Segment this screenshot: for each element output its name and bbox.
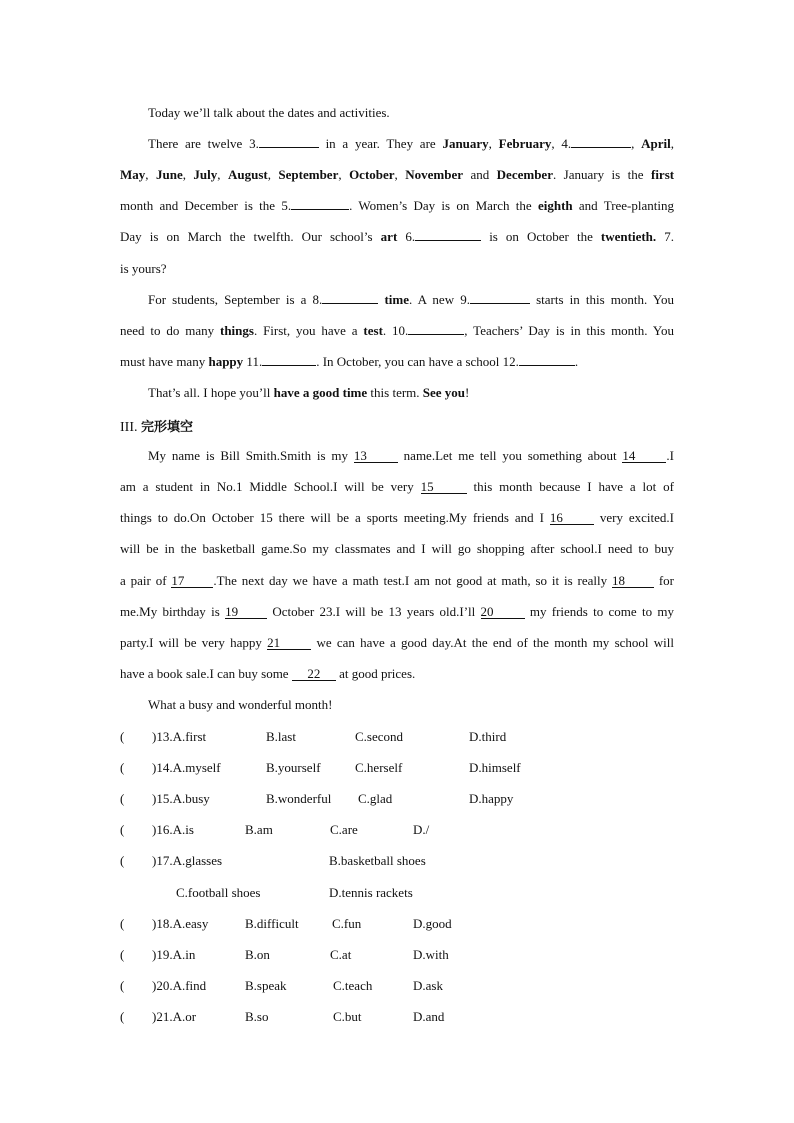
passage2-line7: party.I will be very happy 21 we can have a good day.At the end of the month my school will [120,635,674,650]
passage2-line6: me.My birthday is 19 October 23.I will be 13 years old.I’ll 20 my friends to come to my [120,604,674,619]
blank-20[interactable]: 20 [481,605,525,619]
option-d[interactable]: D.tennis rackets [329,885,413,900]
option-d[interactable]: D.third [469,729,507,744]
answer-paren[interactable]: ( [120,729,125,744]
answer-paren[interactable]: ( [120,760,125,775]
option-c[interactable]: C.second [355,729,404,744]
question-17: ( )17.A.glasses B.basketball shoes [120,853,426,868]
question-21: ( )21.A.or B.so C.but D.and [120,1009,445,1024]
blank-15[interactable]: 15 [421,480,467,494]
option-d[interactable]: D./ [413,822,430,837]
blank-14[interactable]: 14 [622,449,666,463]
section-numeral: III. [120,420,138,435]
passage1-line7: For students, September is a 8. time. A new 9. starts in this month. You [148,292,674,307]
option-d[interactable]: D.good [413,916,452,931]
answer-paren[interactable]: ( [120,1009,125,1024]
passage1-line2: There are twelve 3. in a year. They are January, February, 4. , April, [148,136,674,151]
blank-4[interactable] [571,147,631,148]
question-20: ( )20.A.find B.speak C.teach D.ask [120,978,443,993]
passage1-line1: Today we’ll talk about the dates and activities. [148,105,390,120]
option-c[interactable]: C.are [330,822,358,837]
passage2-line5: a pair of 17 .The next day we have a math test.I am not good at math, so it is really 18 for [120,573,674,588]
question-14: ( )14.A.myself B.yourself C.herself D.himself [120,760,521,775]
question-17-row2 [120,885,680,901]
answer-paren[interactable]: ( [120,947,125,962]
option-b[interactable]: B.difficult [245,916,299,931]
blank-17[interactable]: 17 [171,574,213,588]
option-b[interactable]: B.yourself [266,760,321,775]
passage2-line3: things to do.On October 15 there will be a sports meeting.My friends and I 16 very excited.I [120,510,674,525]
question-16: ( )16.A.is B.am C.are D./ [120,822,430,837]
option-b[interactable]: B.on [245,947,270,962]
option-c[interactable]: C.fun [332,916,362,931]
blank-16[interactable]: 16 [550,511,594,525]
answer-paren[interactable]: ( [120,978,125,993]
blank-10[interactable] [408,334,464,335]
question-19: ( )19.A.in B.on C.at D.with [120,947,449,962]
blank-19[interactable]: 19 [225,605,267,619]
answer-paren[interactable]: ( [120,853,125,868]
option-b[interactable]: B.wonderful [266,791,332,806]
passage1-line4: month and December is the 5. . Women’s Day is on March the eighth and Tree-planting [120,198,674,213]
answer-paren[interactable]: ( [120,791,125,806]
passage1-line6: is yours? [120,261,167,276]
question-13: ( )13.A.first B.last C.second D.third [120,729,507,744]
option-c[interactable]: C.teach [333,978,373,993]
passage1-line9: must have many happy 11. . In October, you can have a school 12. . [120,354,579,369]
answer-paren[interactable]: ( [120,916,125,931]
blank-18[interactable]: 18 [612,574,654,588]
option-c[interactable]: C.herself [355,760,403,775]
option-d[interactable]: D.ask [413,978,443,993]
blank-22[interactable]: 22 [292,667,336,681]
blank-21[interactable]: 21 [267,636,311,650]
passage1-line10: That’s all. I hope you’ll have a good time this term. See you! [148,385,470,400]
section-heading [120,416,193,436]
passage2-line9: What a busy and wonderful month! [148,697,333,712]
blank-8[interactable] [322,303,378,304]
passage2-line1: My name is Bill Smith.Smith is my 13 name.Let me tell you something about 14 .I [148,448,674,463]
option-d[interactable]: D.happy [469,791,514,806]
option-c[interactable]: C.but [333,1009,362,1024]
option-c[interactable]: C.glad [358,791,393,806]
passage2-line8: have a book sale.I can buy some 22 at good prices. [120,666,416,681]
option-c[interactable]: C.at [330,947,352,962]
option-c[interactable]: C.football shoes [176,885,261,900]
section-title: 完形填空 [141,420,194,435]
option-b[interactable]: B.basketball shoes [329,853,426,868]
question-18: ( )18.A.easy B.difficult C.fun D.good [120,916,452,931]
option-d[interactable]: D.with [413,947,449,962]
passage1-line3: May, June, July, August, September, October, November and December. January is the first [120,167,674,182]
option-d[interactable]: D.and [413,1009,445,1024]
passage1-line8: need to do many things. First, you have a test. 10. , Teachers’ Day is in this month. You [120,323,674,338]
blank-12[interactable] [519,365,575,366]
blank-5[interactable] [291,209,349,210]
option-b[interactable]: B.am [245,822,273,837]
answer-paren[interactable]: ( [120,822,125,837]
blank-13[interactable]: 13 [354,449,398,463]
passage2-line2: am a student in No.1 Middle School.I will be very 15 this month because I have a lot of [120,479,674,494]
passage1-line5: Day is on March the twelfth. Our school’s art 6. is on October the twentieth. 7. [120,229,674,244]
blank-6[interactable] [415,240,481,241]
option-b[interactable]: B.speak [245,978,287,993]
option-d[interactable]: D.himself [469,760,521,775]
option-b[interactable]: B.so [245,1009,269,1024]
question-15: ( )15.A.busy B.wonderful C.glad D.happy [120,791,514,806]
blank-3[interactable] [259,147,319,148]
blank-9[interactable] [470,303,530,304]
passage2-line4: will be in the basketball game.So my classmates and I will go shopping after school.I need to buy [120,541,674,556]
option-b[interactable]: B.last [266,729,296,744]
blank-11[interactable] [262,365,316,366]
